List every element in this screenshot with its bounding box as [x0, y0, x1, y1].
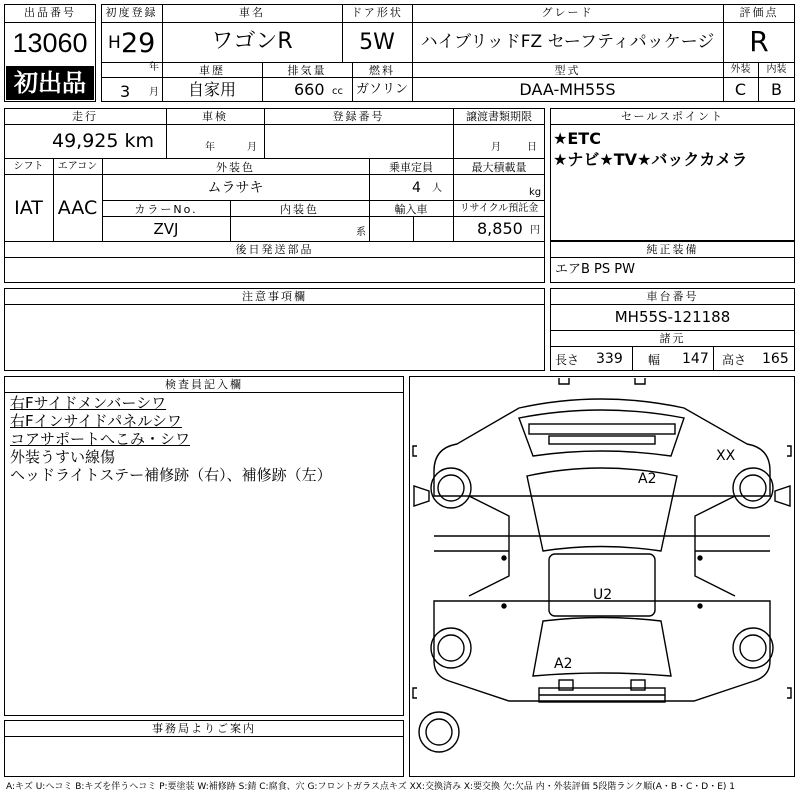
era-prefix: H: [108, 33, 121, 53]
later-parts-label: 後日発送部品: [235, 243, 314, 256]
recycle-unit: 円: [530, 225, 540, 236]
ac-label: エアコン: [57, 161, 98, 172]
displacement-unit: cc: [332, 86, 343, 97]
score-label: 評価点: [739, 6, 779, 19]
width-value: 147: [682, 351, 709, 367]
width-label: 幅: [648, 353, 661, 367]
name-label: 車名: [239, 6, 265, 19]
wheel-rear-left: [431, 628, 471, 668]
recycle-label: リサイクル預託金: [459, 203, 539, 214]
length-value: 339: [596, 351, 623, 367]
damage-mark-u2: U2: [593, 587, 613, 603]
dims-label: 諸元: [659, 332, 686, 345]
model-label: 型式: [554, 64, 581, 77]
displacement-value: 660: [294, 80, 325, 99]
fuel-label: 燃料: [369, 64, 395, 77]
damage-mark-xx: XX: [716, 448, 736, 464]
mileage-label: 走行: [72, 110, 98, 123]
inspection-year-unit: 年: [205, 142, 215, 153]
reg-month-unit: 月: [149, 87, 159, 98]
inspector-line-3: コアサポートへこみ・シワ: [10, 430, 191, 448]
inspection-month-unit: 月: [247, 142, 257, 153]
colorno-value: ZVJ: [153, 220, 179, 238]
inspector-line-2: 右Fインサイドパネルシワ: [10, 412, 182, 430]
interior-color-unit: 系: [356, 227, 366, 238]
grade-value: ハイブリッドFZ セーフティパッケージ: [420, 32, 715, 52]
sales-point-2: ★ナビ★TV★バックカメラ: [553, 150, 748, 169]
legend-text: A:キズ U:ヘコミ B:キズを伴うヘコミ P:要塗装 W:補修跡 S:錆 C:腐食、穴 G:フロントガラス点キズ XX:交換済み X:要交換 欠:欠品 内・外装評価 5段階ランク順(A・B・C・D・E) 1: [6, 782, 736, 792]
transfer-label: 譲渡書類期限: [466, 110, 532, 123]
reg-month: 3: [120, 82, 131, 101]
car-name: ワゴンR: [211, 29, 293, 54]
inspector-line-4: 外装うすい線傷: [10, 448, 116, 466]
displacement-label: 排気量: [287, 64, 327, 77]
capacity-unit: 人: [432, 183, 442, 194]
chassis-label: 車台番号: [646, 290, 699, 303]
score-value: R: [749, 25, 769, 58]
transfer-day-unit: 日: [527, 142, 537, 153]
shift-value: IAT: [14, 197, 43, 219]
roof: [549, 554, 655, 616]
height-value: 165: [762, 351, 789, 367]
transfer-month-unit: 月: [491, 142, 501, 153]
length-label: 長さ: [555, 353, 580, 367]
exterior-value: C: [734, 80, 747, 99]
capacity-value: 4: [412, 180, 421, 196]
ac-value: AAC: [57, 197, 98, 219]
reg-label: 初度登録: [105, 6, 158, 19]
damage-mark-a2-rear: A2: [554, 656, 573, 672]
inspection-label: 車検: [202, 110, 228, 123]
reg-year: 29: [121, 28, 156, 59]
notes-label: 注意事項欄: [242, 290, 307, 303]
sales-points-box: [550, 108, 795, 241]
color-label: 外装色: [216, 161, 255, 174]
exterior-label: 外装: [730, 64, 751, 75]
history-value: 自家用: [187, 80, 236, 99]
door-label: ドア形状: [351, 6, 403, 19]
interior-label: 内装: [766, 64, 787, 75]
mileage-value: 49,925 km: [52, 130, 155, 152]
sales-point-1: ★ETC: [553, 129, 601, 148]
colorno-label: カラーNo.: [134, 203, 198, 216]
lot-number: 13060: [12, 28, 88, 58]
spare-wheel: [419, 712, 459, 752]
hood: [519, 410, 684, 456]
inspector-line-5: ヘッドライトステー補修跡（右）、補修跡（左）: [10, 466, 332, 484]
wheel-front-left: [431, 468, 471, 508]
fuel-value: ガソリン: [355, 82, 408, 97]
height-label: 高さ: [722, 353, 747, 367]
shift-label: シフト: [13, 161, 44, 172]
model-value: DAA-MH55S: [519, 80, 616, 99]
grade-label: グレード: [541, 6, 594, 19]
genuine-label: 純正装備: [646, 243, 699, 256]
load-unit: kg: [529, 187, 542, 198]
load-label: 最大積載量: [471, 161, 527, 174]
first-listing-badge: 初出品: [6, 66, 94, 100]
recycle-value: 8,850: [477, 219, 523, 238]
grille: [529, 424, 675, 434]
chassis-value: MH55S-121188: [614, 308, 731, 326]
lot-label: 出品番号: [24, 6, 76, 19]
wheel-rear-right: [733, 628, 773, 668]
inspector-label: 検査員記入欄: [165, 378, 243, 391]
plate-label: 登録番号: [332, 110, 385, 123]
damage-mark-a2-front: A2: [638, 471, 657, 487]
import-label: 輸入車: [394, 203, 428, 216]
car-diagram: [409, 376, 795, 777]
interior-color-label: 内装色: [280, 203, 319, 216]
office-label: 事務局よりご案内: [152, 722, 256, 735]
sales-points-label: セールスポイント: [620, 110, 724, 123]
genuine-value: エアB PS PW: [555, 262, 635, 277]
interior-value: B: [771, 80, 782, 99]
reg-year-unit: 年: [149, 62, 159, 73]
inspector-line-1: 右Fサイドメンバーシワ: [10, 394, 167, 412]
history-label: 車歴: [199, 64, 225, 77]
color-value: ムラサキ: [207, 180, 264, 196]
door-value: 5W: [359, 30, 395, 55]
capacity-label: 乗車定員: [389, 161, 433, 174]
wheel-front-right: [733, 468, 773, 508]
